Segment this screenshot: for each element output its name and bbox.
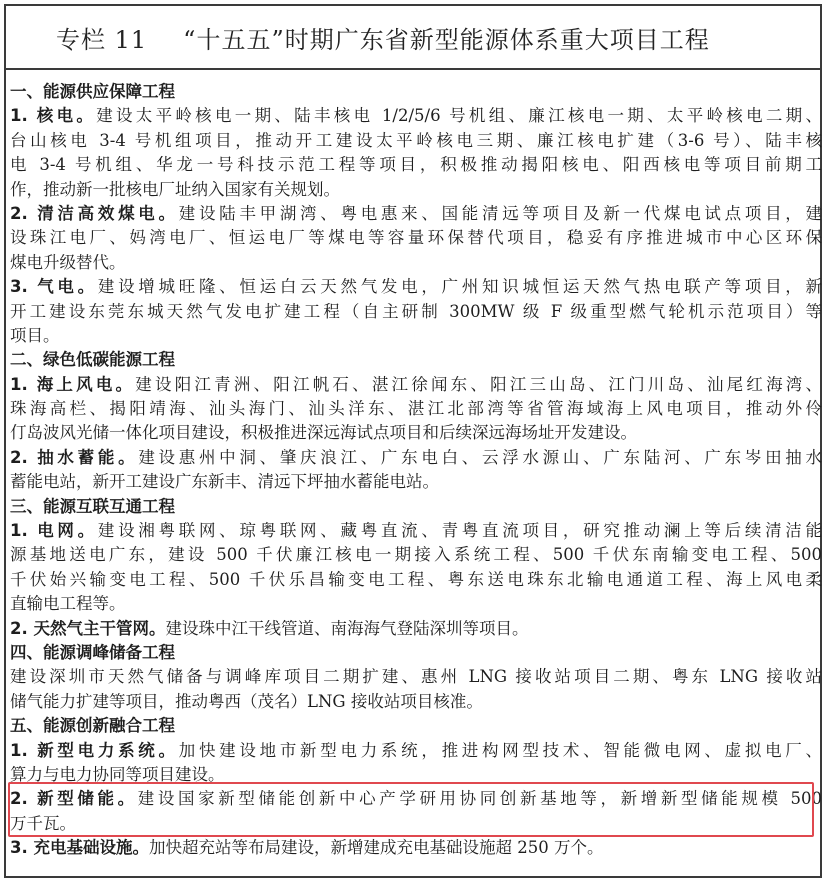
project-item-lead: 1. 电网。 — [10, 521, 98, 541]
project-item-lead: 3. 充电基础设施。 — [10, 838, 149, 858]
body-text-line: 开工建设东莞东城天然气发电扩建工程（自主研制 300MW 级 F 级重型燃气轮机示范项目）等 — [10, 301, 822, 321]
project-item — [10, 739, 822, 763]
body-text-line: 建设深圳市天然气储备与调峰库项目二期扩建、惠州 LNG 接收站项目二期、粤东 LNG 接收站 — [10, 667, 822, 687]
project-item — [10, 836, 822, 860]
project-item — [10, 104, 822, 128]
project-item-lead: 1. 海上风电。 — [10, 374, 136, 394]
highlight-annotation-box — [8, 782, 814, 837]
project-item-text: 建设陆丰甲湖湾、粤电惠来、国能清远等项目及新一代煤电试点项目，建 — [178, 203, 822, 223]
body-text-line: 电 3-4 号机组、华龙一号科技示范工程等项目，积极推动揭阳核电、阳西核电等项目前期工 — [10, 155, 822, 175]
project-item-lead: 1. 新型电力系统。 — [10, 740, 179, 760]
project-item-lead: 2. 清洁高效煤电。 — [10, 203, 179, 223]
body-text-line: 项目。 — [10, 325, 60, 345]
project-item-lead: 1. 核电。 — [10, 106, 97, 126]
project-item-text: 加快建设地市新型电力系统，推进构网型技术、智能微电网、虚拟电厂、 — [178, 740, 822, 760]
project-item-text: 建设增城旺隆、恒运白云天然气发电，广州知识城恒运天然气热电联产等项目，新 — [97, 277, 822, 297]
project-item — [10, 373, 822, 397]
body-text-line: 源基地送电广东，建设 500 千伏廉江核电一期接入系统工程、500 千伏东南输变电工程、500 — [10, 545, 822, 565]
project-item — [10, 202, 822, 226]
body-text-line: 设珠江电厂、妈湾电厂、恒运电厂等煤电等容量环保替代项目，稳妥有序推进城市中心区环保 — [10, 228, 822, 248]
column-title-band — [6, 6, 820, 68]
body-text-line: 算力与电力协同等项目建设。 — [10, 764, 225, 784]
project-item — [10, 617, 822, 641]
column-title: “十五五”时期广东省新型能源体系重大项目工程 — [183, 25, 710, 54]
section-heading: 三、能源互联互通工程 — [10, 496, 175, 516]
project-item-text: 建设惠州中洞、肇庆浪江、广东电白、云浮水源山、广东陆河、广东岑田抽水 — [138, 447, 822, 467]
project-item-text: 建设珠中江干线管道、南海海气登陆深圳等项目。 — [165, 618, 529, 638]
body-text-line: 万千瓦。 — [10, 813, 76, 833]
project-item-text: 建设太平岭核电一期、陆丰核电 1/2/5/6 号机组、廉江核电一期、太平岭核电二期、 — [96, 106, 822, 126]
section-heading: 一、能源供应保障工程 — [10, 82, 175, 101]
section-heading: 五、能源创新融合工程 — [10, 716, 175, 736]
column-number: 专栏 11 — [56, 25, 148, 54]
body-text-line: 仃岛波风光储一体化项目建设，积极推进深远海试点项目和后续深远海场址开发建设。 — [10, 423, 637, 443]
project-item-lead: 3. 气电。 — [10, 277, 98, 297]
body-text-line: 作，推动新一批核电厂址纳入国家有关规划。 — [10, 179, 340, 199]
project-item — [10, 519, 822, 543]
body-text-line: 直输电工程等。 — [10, 594, 126, 614]
project-item-text: 建设阳江青洲、阳江帆石、湛江徐闻东、阳江三山岛、江门川岛、汕尾红海湾、 — [135, 374, 822, 394]
body-text-line: 千伏始兴输变电工程、500 千伏乐昌输变电工程、粤东送电珠东北输电通道工程、海上风电柔 — [10, 569, 822, 589]
section-heading: 二、绿色低碳能源工程 — [10, 350, 175, 370]
project-item — [10, 446, 822, 470]
project-item-lead: 2. 天然气主干管网。 — [10, 618, 166, 638]
body-text-line: 珠海高栏、揭阳靖海、汕头海门、汕头洋东、湛江北部湾等省管海域海上风电项目，推动外伶 — [10, 399, 822, 419]
column-body — [10, 80, 822, 861]
body-text-line: 蓄能电站，新开工建设广东新丰、清远下坪抽水蓄能电站。 — [10, 472, 439, 492]
body-text-line: 台山核电 3-4 号机组项目，推动开工建设太平岭核电三期、廉江核电扩建（3-6 号）、陆丰核 — [10, 130, 822, 150]
body-text-line: 储气能力扩建等项目，推动粤西（茂名）LNG 接收站项目核准。 — [10, 691, 483, 711]
title-divider — [6, 68, 820, 70]
project-item-text: 建设湘粤联网、琼粤联网、藏粤直流、青粤直流项目，研究推动澜上等后续清洁能 — [97, 521, 822, 541]
project-item-text: 加快超充站等布局建设，新增建成充电基础设施超 250 万个。 — [149, 838, 604, 858]
project-item — [10, 275, 822, 299]
section-heading: 四、能源调峰储备工程 — [10, 642, 175, 662]
project-item-text: 建设国家新型储能创新中心产学研用协同创新基地等，新增新型储能规模 500 — [137, 789, 822, 809]
project-item-lead: 2. 抽水蓄能。 — [10, 447, 139, 467]
project-item-lead: 2. 新型储能。 — [10, 789, 138, 809]
body-text-line: 煤电升级替代。 — [10, 252, 126, 272]
